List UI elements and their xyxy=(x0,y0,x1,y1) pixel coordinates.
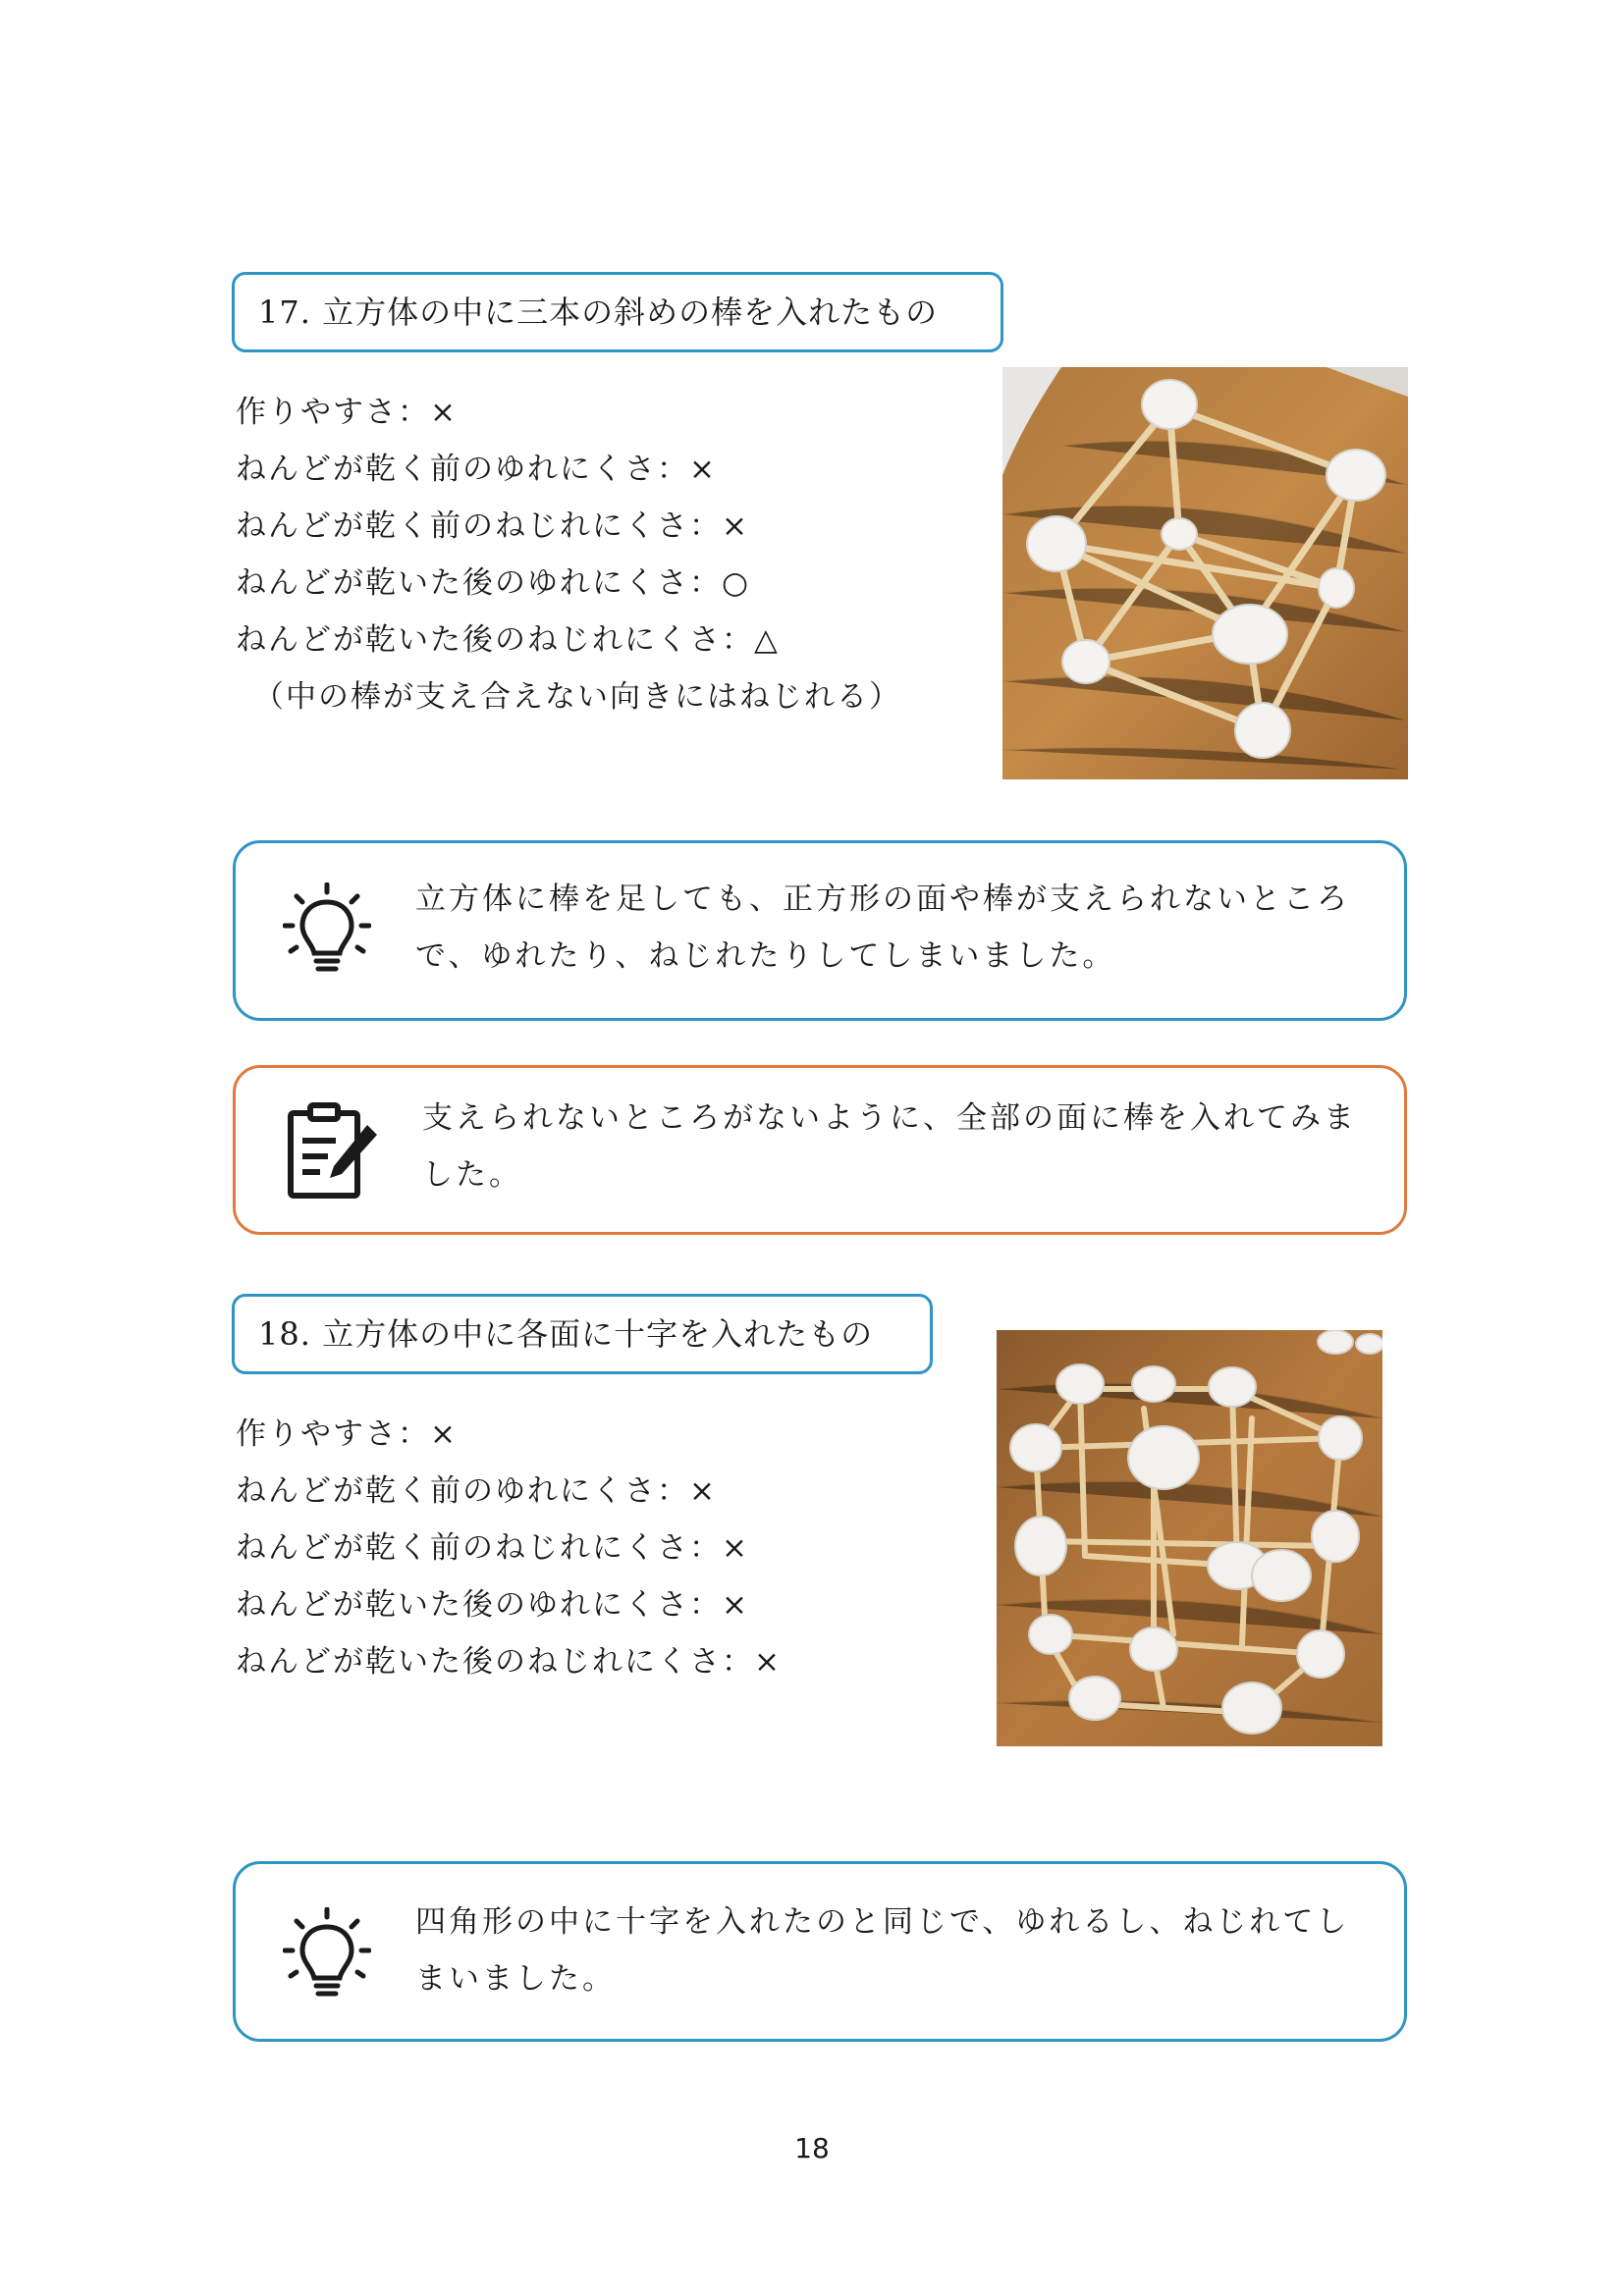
section17-tip-box xyxy=(233,840,1407,1021)
section17-tip-text xyxy=(415,871,1350,985)
tip-line-1: 立方体に棒を足しても、正方形の面や棒が支えられないところ xyxy=(415,881,1350,917)
section17-criteria-list xyxy=(236,384,992,725)
criteria-note: （中の棒が支え合えない向きにはねじれる） xyxy=(253,679,901,715)
criteria-sway-before: ねんどが乾く前のゆれにくさ：× xyxy=(236,1473,717,1509)
tip-line-1: 四角形の中に十字を入れたのと同じで、ゆれるし、ねじれてし xyxy=(415,1904,1350,1940)
cube-diagonal-model-image xyxy=(1002,367,1408,779)
criteria-sway-after: ねんどが乾いた後のゆれにくさ：× xyxy=(236,1587,749,1623)
section17-photo xyxy=(1002,367,1408,779)
lightbulb-icon xyxy=(283,1907,371,2004)
tip-line-2: まいました。 xyxy=(415,1961,616,1997)
cube-cross-model-image xyxy=(997,1330,1382,1746)
section17-title: 17. 立方体の中に三本の斜めの棒を入れたもの xyxy=(258,294,939,331)
section17-title-box xyxy=(232,272,1003,352)
section17-next-step-text xyxy=(422,1090,1357,1203)
section18-photo xyxy=(997,1330,1382,1746)
section18-title-box xyxy=(232,1294,933,1374)
section17-next-step-box xyxy=(233,1065,1407,1235)
clipboard-pencil-icon xyxy=(283,1101,381,1203)
criteria-sway-after: ねんどが乾いた後のゆれにくさ：○ xyxy=(236,565,751,601)
criteria-twist-after: ねんどが乾いた後のねじれにくさ：× xyxy=(236,1644,782,1680)
criteria-twist-before: ねんどが乾く前のねじれにくさ：× xyxy=(236,1530,749,1566)
next-step-line-1: 支えられないところがないように、全部の面に棒を入れてみま xyxy=(422,1100,1357,1136)
lightbulb-icon xyxy=(283,882,371,980)
criteria-ease: 作りやすさ：× xyxy=(236,1416,458,1452)
criteria-sway-before: ねんどが乾く前のゆれにくさ：× xyxy=(236,452,717,487)
criteria-ease: 作りやすさ：× xyxy=(236,395,458,430)
section18-criteria-list xyxy=(236,1406,992,1690)
section18-title: 18. 立方体の中に各面に十字を入れたもの xyxy=(258,1315,874,1353)
criteria-twist-before: ねんどが乾く前のねじれにくさ：× xyxy=(236,508,749,544)
page-number: 18 xyxy=(794,2132,830,2164)
tip-line-2: で、ゆれたり、ねじれたりしてしまいました。 xyxy=(415,938,1116,974)
section18-tip-text xyxy=(415,1894,1349,2007)
next-step-line-2: した。 xyxy=(422,1157,522,1193)
section18-tip-box xyxy=(233,1861,1407,2042)
criteria-twist-after: ねんどが乾いた後のねじれにくさ：△ xyxy=(236,622,780,658)
